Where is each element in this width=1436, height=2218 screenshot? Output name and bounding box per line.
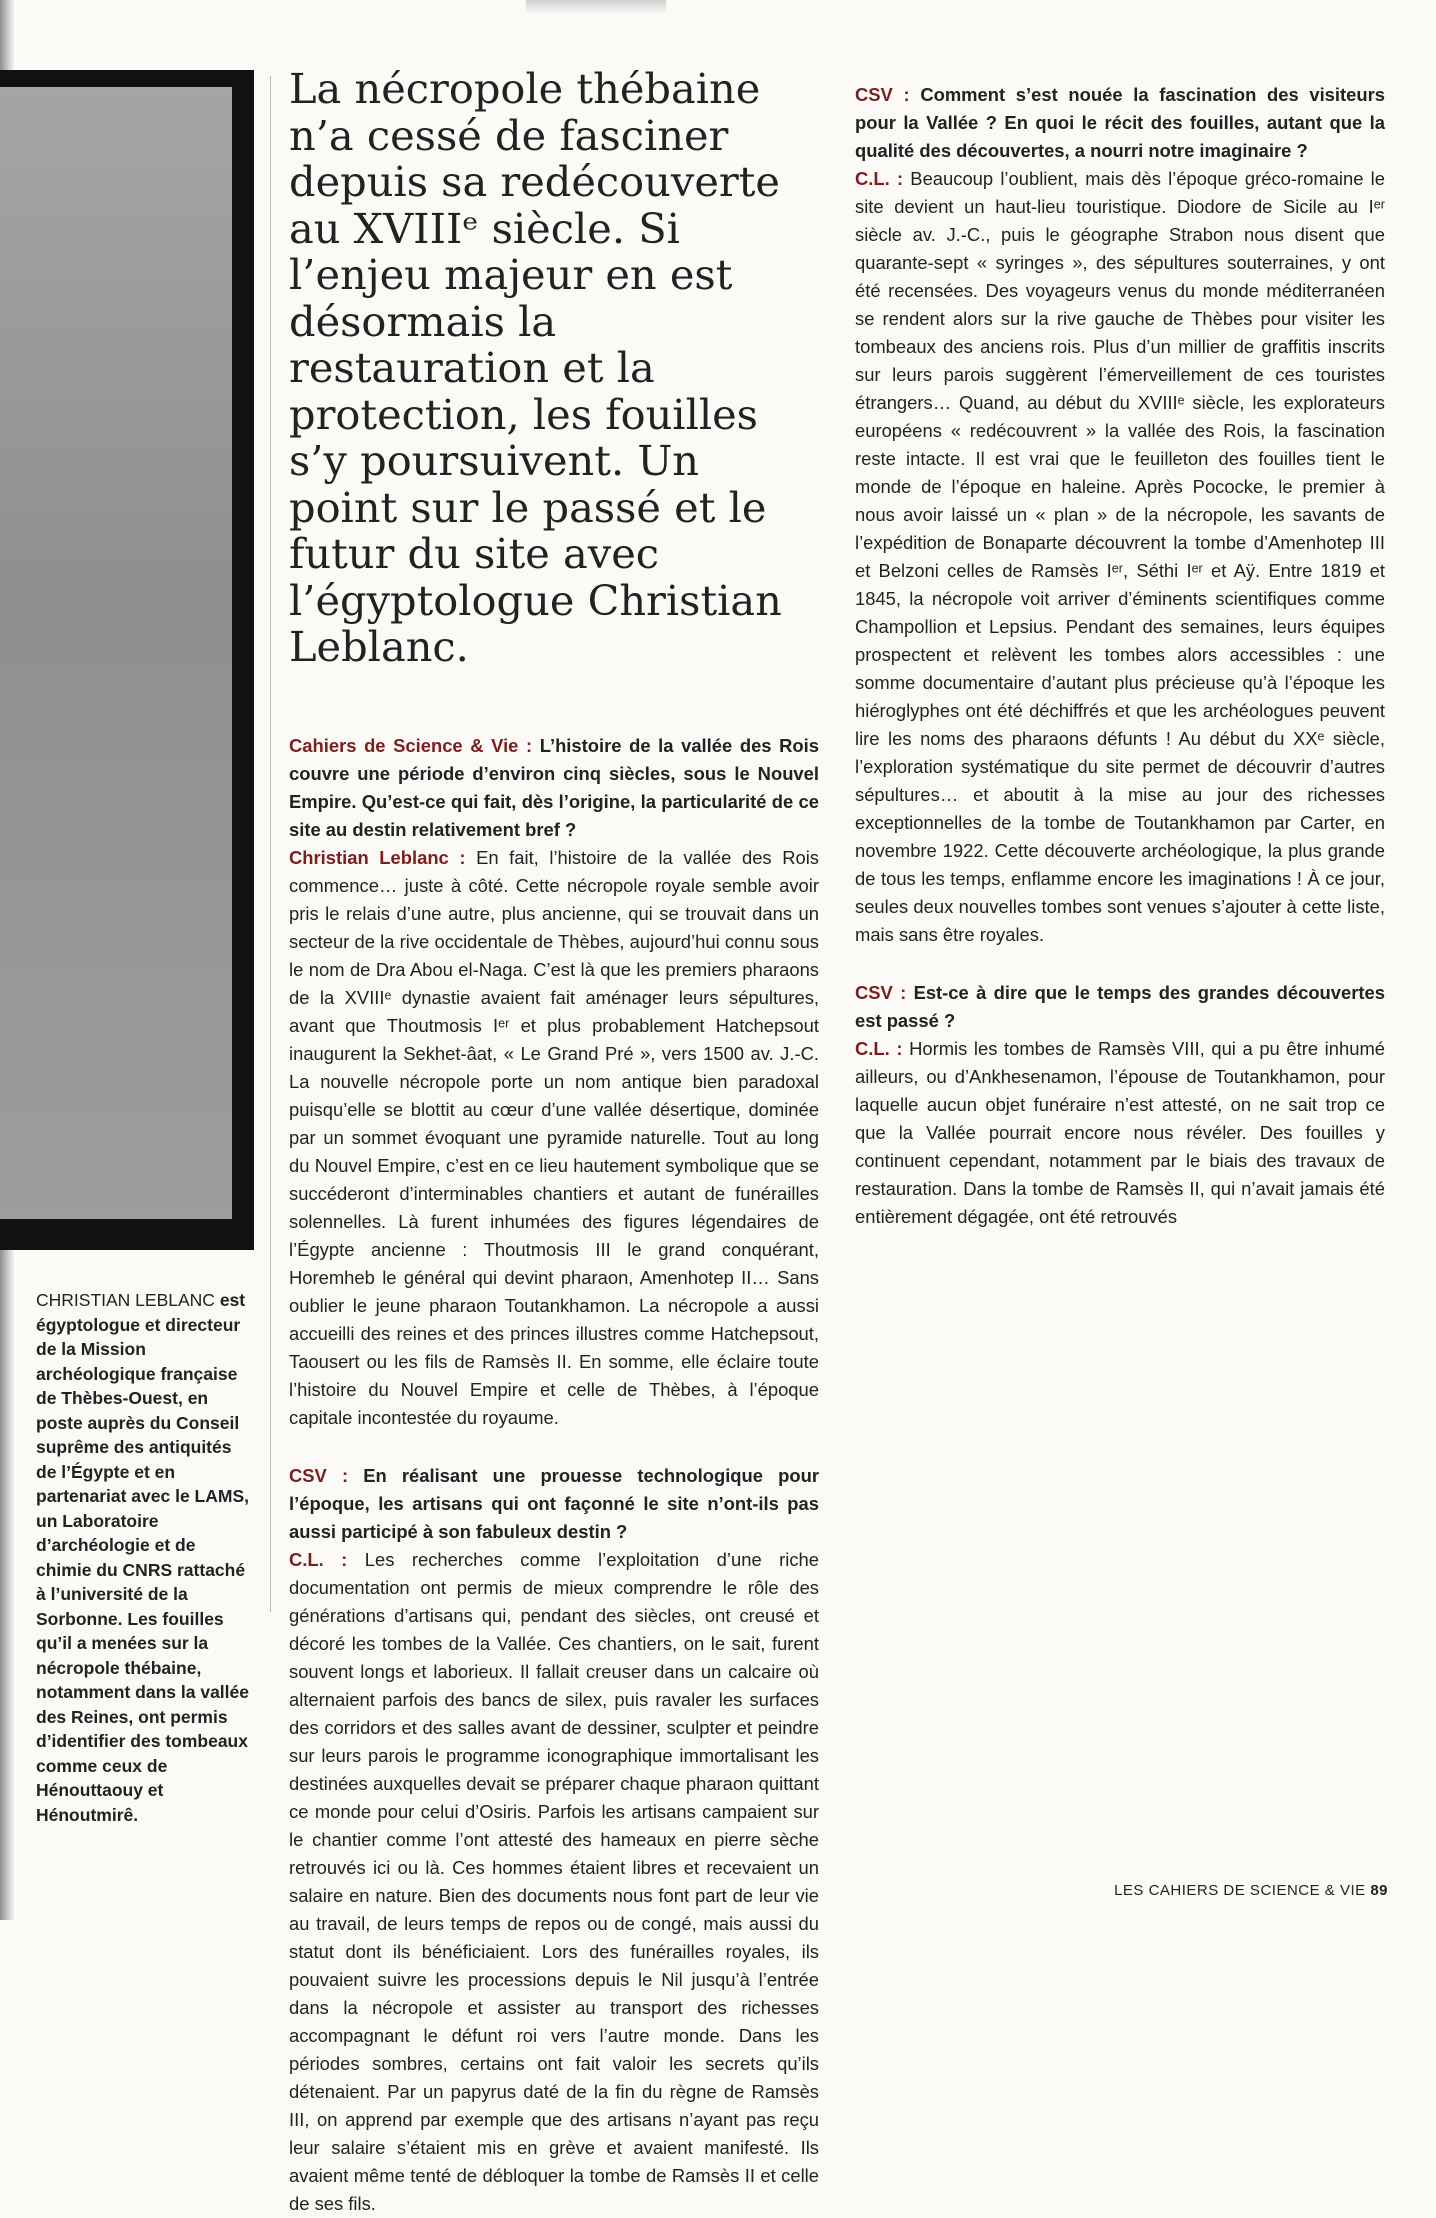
page-number: 89 [1370, 1882, 1388, 1899]
question-text: En réalisant une prouesse technologique pour l’époque, les artisans qui ont façonné le site n’ont-ils pas aussi participé à son fabuleux destin ? [289, 1465, 819, 1542]
text-column-middle [289, 732, 819, 2218]
answer-speaker: Christian Leblanc : [289, 847, 466, 868]
question-speaker: Cahiers de Science & Vie : [289, 735, 533, 756]
question-speaker: CSV : [855, 84, 910, 105]
question-text: Est-ce à dire que le temps des grandes découvertes est passé ? [855, 982, 1385, 1031]
answer-text: Beaucoup l’oublient, mais dès l’époque gréco-romaine le site devient un haut-lieu touristique. Diodore de Sicile au Iᵉʳ siècle av. J.-C., puis le géographe Strabon nous disent que quarante-sept « syringes », des sépultures souterraines, y ont été recensées. Des voyageurs venus du monde méditerranéen se rendent alors sur la rive gauche de Thèbes pour visiter les tombeaux des anciens rois. Plus d’un millier de graffitis inscrits sur leurs parois suggèrent l’émerveillement de ces touristes étrangers… Quand, au début du XVIIIᵉ siècle, les explorateurs européens « redécouvrent » la vallée des Rois, la fascination reste intacte. Il est vrai que le feuilleton des fouilles tient le monde de l’époque en haleine. Après Pococke, le premier à nous avoir laissé un « plan » de la nécropole, les savants de l’expédition de Bonaparte découvrent la tombe d’Amenhotep III et Belzoni celles de Ramsès Iᵉʳ, Séthi Iᵉʳ et Aÿ. Entre 1819 et 1845, la nécropole voit arriver d’éminents scientifiques comme Champollion et Lepsius. Pendant des semaines, leurs équipes prospectent et relèvent les tombes alors accessibles : une somme documentaire d’autant plus précieuse qu’à l’époque les hiéroglyphes ont été déchiffrés et que les archéologues peuvent lire les noms des pharaons défunts ! Au début du XXᵉ siècle, l’exploration systématique du site permet de découvrir d’autres sépultures… et aboutit à la mise au jour des richesses exceptionnelles de la tombe de Toutankhamon par Carter, en novembre 1922. Cette découverte archéologique, la plus grande de tous les temps, enflamme encore les imaginations ! À ce jour, seules deux nouvelles tombes sont venues s’ajouter à cette liste, mais sans être royales. [855, 168, 1385, 945]
question-3 [855, 81, 1385, 165]
portrait-photo-frame [0, 70, 254, 1250]
publication-name: LES CAHIERS DE SCIENCE & VIE [1114, 1882, 1366, 1899]
answer-speaker: C.L. : [289, 1549, 348, 1570]
author-bio [36, 1288, 251, 1827]
portrait-photo [0, 87, 232, 1219]
article-intro: La nécropole thébaine n’a cessé de fasciner depuis sa redécouverte au XVIIIᵉ siècle. Si l’enjeu majeur en est désormais la restauration et la protection, les fouilles s’y poursuivent. Un point sur le passé et le futur du site avec l’égyptologue Christian Leblanc. [289, 64, 782, 671]
question-text: L’histoire de la vallée des Rois couvre une période d’environ cinq siècles, sous le Nouvel Empire. Qu’est-ce qui fait, dès l’origine, la particularité de ce site au destin relativement bref ? [289, 735, 819, 840]
answer-1 [289, 844, 819, 1432]
bio-name: CHRISTIAN LEBLANC [36, 1290, 215, 1310]
answer-text: Hormis les tombes de Ramsès VIII, qui a pu être inhumé ailleurs, ou d’Ankhesenamon, l’épouse de Toutankhamon, pour laquelle aucun objet funéraire n’est attesté, on ne sait trop ce que la Vallée pourrait encore nous révéler. Des fouilles y continuent cependant, notamment par le biais des travaux de restauration. Dans la tombe de Ramsès II, qui n’avait jamais été entièrement dégagée, ont été retrouvés [855, 1038, 1385, 1227]
question-1 [289, 732, 819, 844]
answer-text: Les recherches comme l’exploitation d’une riche documentation ont permis de mieux comprendre le rôle des générations d’artisans qui, pendant des siècles, ont creusé et décoré les tombes de la Vallée. Ces chantiers, on le sait, furent souvent longs et laborieux. Il fallait creuser dans un calcaire où alternaient parfois des bancs de silex, puis ravaler les surfaces des corridors et des salles avant de dessiner, sculpter et peindre sur leurs parois le programme iconographique immortalisant les destinées auxquelles devait se préparer chaque pharaon quittant ce monde pour celui d’Osiris. Parfois les artisans campaient sur le chantier comme l’ont attesté des hameaux en pierre sèche retrouvés ici ou là. Ces hommes étaient libres et recevaient un salaire en nature. Bien des documents nous font part de leur vie au travail, de leurs temps de repos ou de congé, mais aussi du statut dont ils bénéficiaient. Lors des funérailles royales, ils pouvaient suivre les processions depuis le Nil jusqu’à l’entrée dans la nécropole et assister au transport des richesses accompagnant le défunt roi vers l’autre monde. Dans les périodes sombres, certains ont fait valoir les secrets qu’ils détenaient. Par un papyrus daté de la fin du règne de Ramsès III, on apprend par exemple que des artisans n’ayant pas reçu leur salaire s’étaient mis en grève et avaient manifesté. Ils avaient même tenté de débloquer la tombe de Ramsès II et celle de ses fils. [289, 1549, 819, 2214]
question-2 [289, 1462, 819, 1546]
question-speaker: CSV : [289, 1465, 349, 1486]
question-text: Comment s’est nouée la fascination des visiteurs pour la Vallée ? En quoi le récit des fouilles, autant que la qualité des découvertes, a nourri notre imaginaire ? [855, 84, 1385, 161]
scan-artifact [526, 0, 666, 14]
answer-3 [855, 165, 1385, 949]
answer-2-start [289, 1546, 819, 2218]
answer-4 [855, 1035, 1385, 1231]
text-column-right [855, 81, 1385, 1231]
answer-speaker: C.L. : [855, 1038, 903, 1059]
question-4 [855, 979, 1385, 1035]
column-rule [270, 76, 271, 1612]
bio-text: est égyptologue et directeur de la Mission archéologique française de Thèbes-Ouest, en poste auprès du Conseil suprême des antiquités de l’Égypte et en partenariat avec le LAMS, un Laboratoire d’archéologie et de chimie du CNRS rattaché à l’université de la Sorbonne. Les fouilles qu’il a menées sur la nécropole thébaine, notamment dans la vallée des Reines, ont permis d’identifier des tombeaux comme ceux de Hénouttaouy et Hénoutmirê. [36, 1290, 249, 1825]
answer-text: En fait, l’histoire de la vallée des Rois commence… juste à côté. Cette nécropole royale semble avoir pris le relais d’une autre, plus ancienne, qui se trouvait dans un secteur de la rive occidentale de Thèbes, aujourd’hui connu sous le nom de Dra Abou el-Naga. C’est là que les premiers pharaons de la XVIIIᵉ dynastie avaient fait aménager leurs sépultures, avant que Thoutmosis Iᵉʳ et plus probablement Hatchepsout inaugurent la Sekhet-âat, « Le Grand Pré », vers 1500 av. J.-C. La nouvelle nécropole porte un nom antique bien paradoxal puisqu’elle se blottit au cœur d’une vallée désertique, dominée par un sommet évoquant une pyramide naturelle. Tout au long du Nouvel Empire, c’est en ce lieu hautement symbolique que se succéderont d’interminables chantiers et autant de funérailles solennelles. Là furent inhumées des figures légendaires de l’Égypte ancienne : Thoutmosis III le grand conquérant, Horemheb le général qui devint pharaon, Amenhotep II… Sans oublier le jeune pharaon Toutankhamon. La nécropole a aussi accueilli des reines et des princes illustres comme Hatchepsout, Taousert ou les fils de Ramsès II. En somme, elle éclaire toute l’histoire du Nouvel Empire et celle de Thèbes, à l’époque capitale incontestée du royaume. [289, 847, 819, 1428]
answer-speaker: C.L. : [855, 168, 904, 189]
page-footer [1114, 1882, 1388, 1899]
question-speaker: CSV : [855, 982, 907, 1003]
